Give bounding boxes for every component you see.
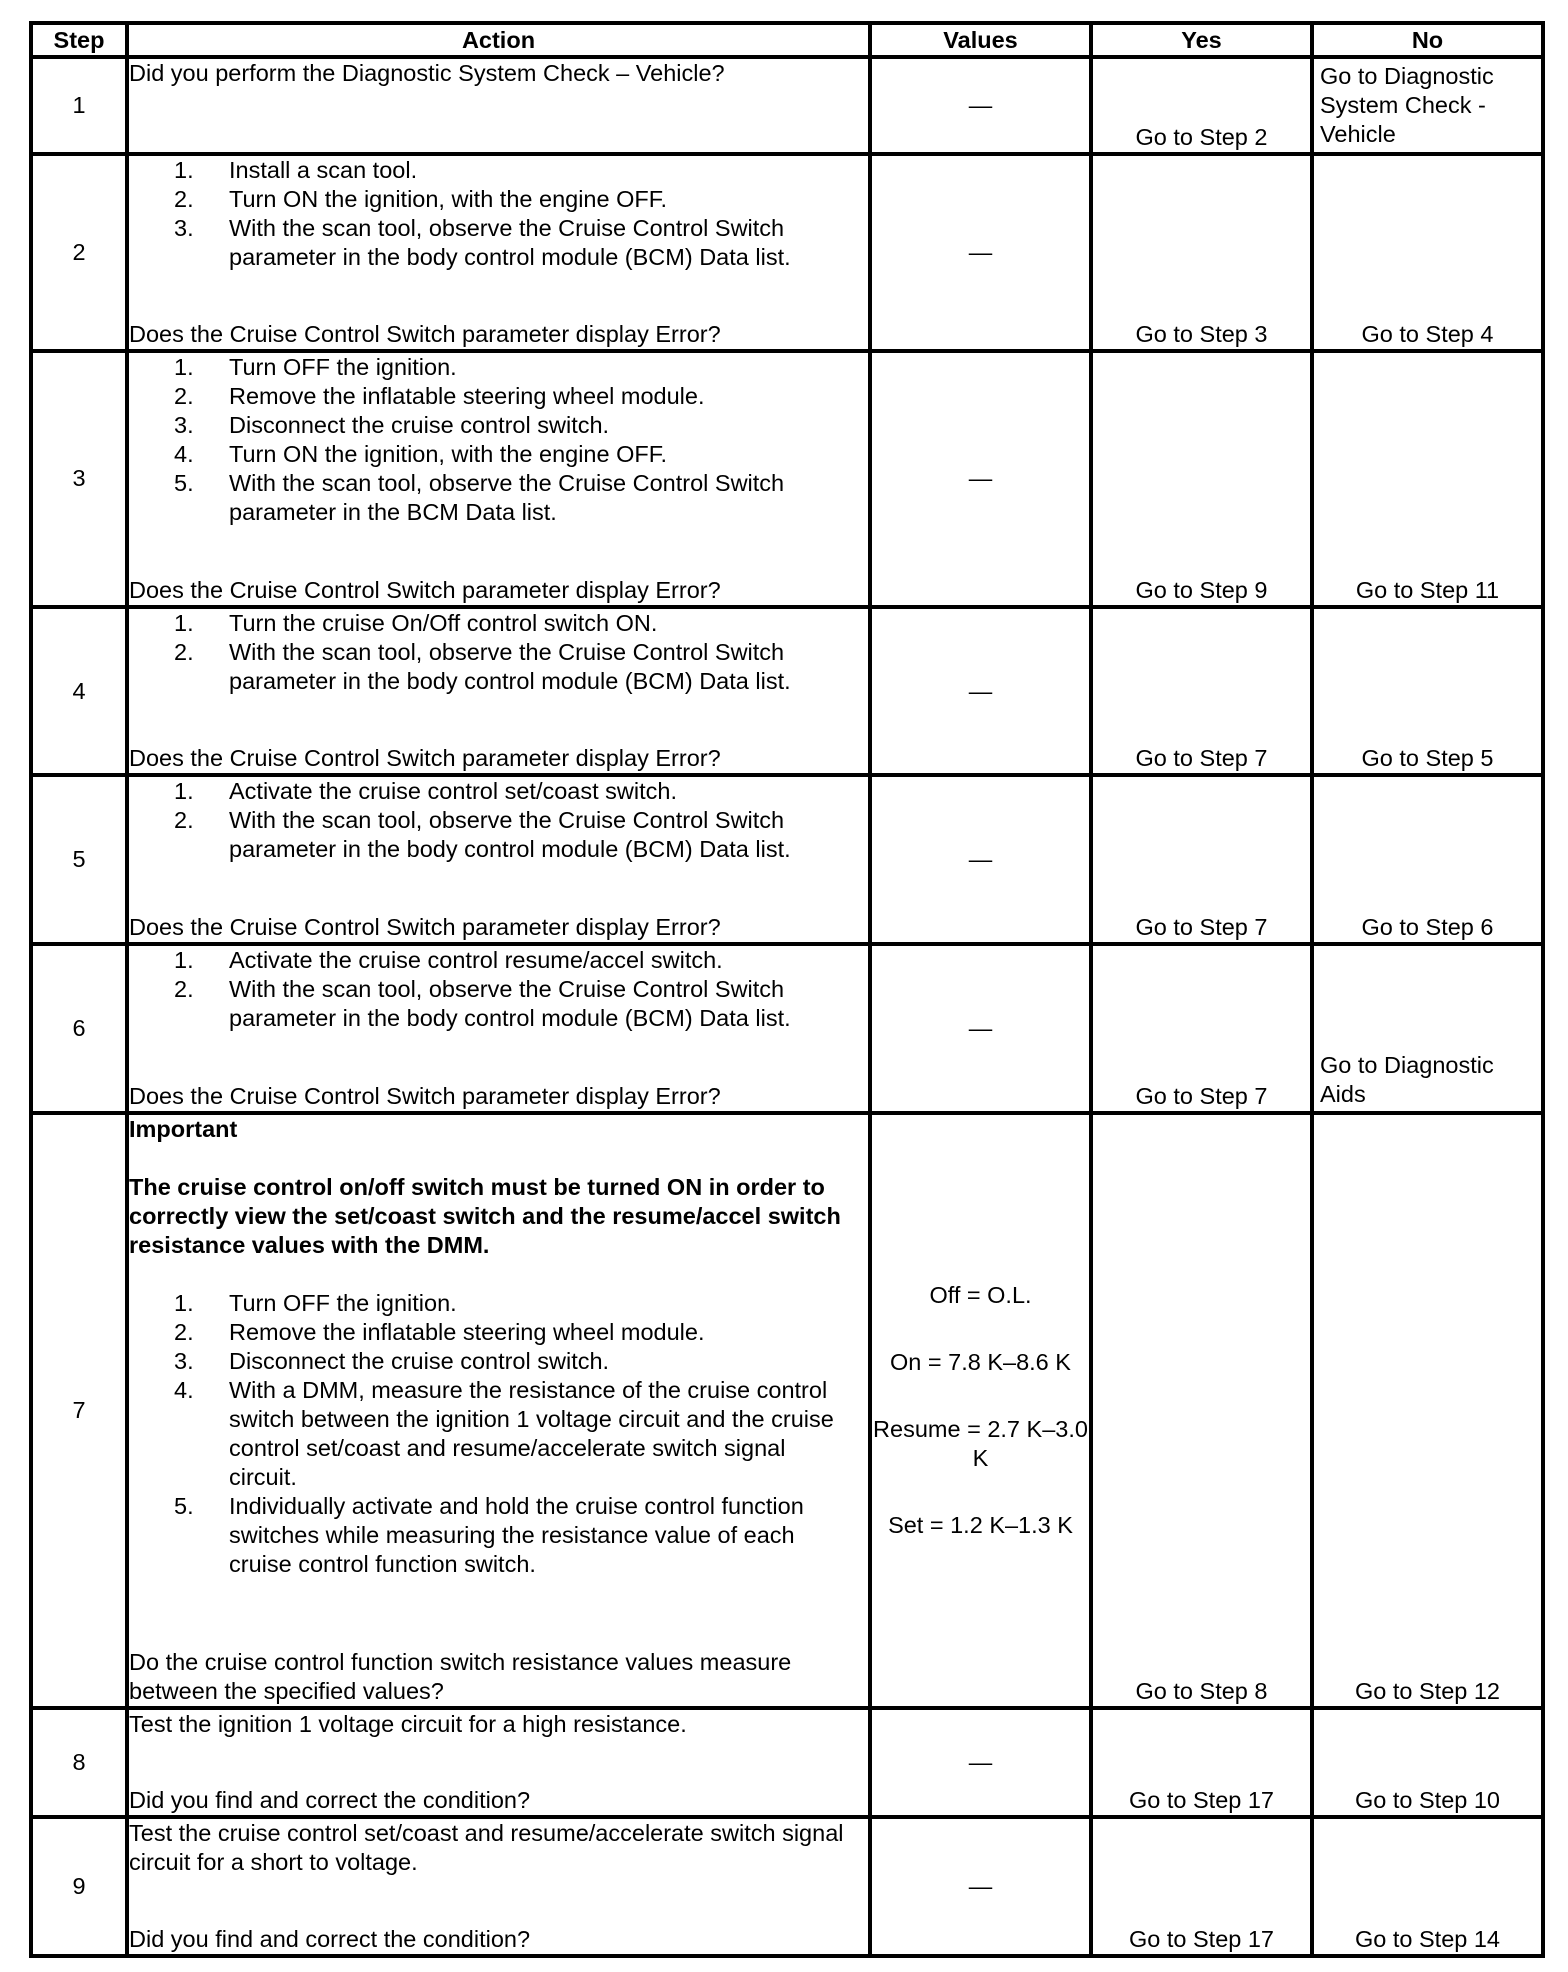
yes-cell: Go to Step 7: [1091, 944, 1312, 1113]
action-text: Test the cruise control set/coast and resume/accelerate switch signal circuit for a short to voltage.: [129, 1819, 844, 1875]
step-number: 6: [31, 944, 127, 1113]
list-item: 2. Remove the inflatable steering wheel module.: [174, 383, 705, 410]
table-row: [31, 351, 1543, 607]
question-text: Does the Cruise Control Switch parameter display Error?: [129, 321, 721, 348]
header-yes: Yes: [1091, 23, 1312, 57]
list-item: 2. Turn ON the ignition, with the engine OFF.: [174, 186, 668, 213]
list-item: 3. Disconnect the cruise control switch.: [174, 1347, 610, 1374]
question-text: Does the Cruise Control Switch parameter display Error?: [129, 914, 721, 940]
step-number: 9: [31, 1817, 127, 1956]
yes-cell: Go to Step 9: [1091, 351, 1312, 607]
yes-cell: Go to Step 8: [1091, 1113, 1312, 1708]
question-text: Did you find and correct the condition?: [129, 1786, 531, 1813]
action-cell: [127, 1708, 870, 1817]
table-row: [31, 775, 1543, 944]
list-item: 2. Remove the inflatable steering wheel module.: [174, 1318, 705, 1345]
no-cell: Go to Diagnostic Aids: [1312, 944, 1543, 1113]
action-cell: [127, 607, 870, 776]
procedure-list: [129, 1289, 868, 1579]
procedure-list: [129, 777, 868, 864]
list-item: 1. Activate the cruise control resume/accel switch.: [174, 947, 723, 973]
action-cell: [127, 351, 870, 607]
step-number: 5: [31, 775, 127, 944]
values-cell: —: [870, 607, 1091, 776]
list-item: 1. Activate the cruise control set/coast switch.: [174, 778, 677, 805]
header-step: Step: [31, 23, 127, 57]
diagnostic-table: [29, 21, 1545, 1958]
values-cell: —: [870, 1708, 1091, 1817]
table-row: [31, 1817, 1543, 1956]
list-item: 2. With the scan tool, observe the Cruise Control Switch parameter in the body control module (BCM) Data list.: [174, 976, 791, 1031]
table-row: [31, 944, 1543, 1113]
values-cell: [870, 1113, 1091, 1708]
list-item: 1. Turn OFF the ignition.: [174, 1289, 457, 1316]
yes-cell: Go to Step 17: [1091, 1708, 1312, 1817]
no-cell: Go to Step 12: [1312, 1113, 1543, 1708]
action-cell: [127, 775, 870, 944]
list-item: 3. Disconnect the cruise control switch.: [174, 412, 610, 439]
no-cell: Go to Step 14: [1312, 1817, 1543, 1956]
header-values: Values: [870, 23, 1091, 57]
table-row: [31, 1708, 1543, 1817]
no-cell: Go to Step 11: [1312, 351, 1543, 607]
list-item: 2. With the scan tool, observe the Cruise Control Switch parameter in the body control module (BCM) Data list.: [174, 638, 791, 694]
procedure-list: [129, 156, 868, 272]
no-cell: Go to Step 4: [1312, 154, 1543, 351]
yes-cell: Go to Step 7: [1091, 775, 1312, 944]
list-item: 3. With the scan tool, observe the Cruise Control Switch parameter in the body control module (BCM) Data list.: [174, 215, 791, 271]
values-cell: —: [870, 775, 1091, 944]
action-cell: [127, 154, 870, 351]
action-cell: [127, 1113, 870, 1708]
question-text: Did you find and correct the condition?: [129, 1926, 531, 1952]
question-text: Does the Cruise Control Switch parameter display Error?: [129, 745, 721, 772]
header-row: [31, 23, 1543, 57]
action-text: Test the ignition 1 voltage circuit for a high resistance.: [129, 1710, 687, 1737]
question-text: Does the Cruise Control Switch parameter display Error?: [129, 1082, 721, 1109]
table-row: [31, 607, 1543, 776]
step-number: 4: [31, 607, 127, 776]
value-on: On = 7.8 K–8.6 K: [890, 1348, 1071, 1375]
table-row: [31, 57, 1543, 154]
action-cell: [127, 944, 870, 1113]
header-no: No: [1312, 23, 1543, 57]
values-cell: —: [870, 57, 1091, 154]
yes-cell: Go to Step 7: [1091, 607, 1312, 776]
procedure-list: [129, 946, 868, 1033]
step-number: 7: [31, 1113, 127, 1708]
values-cell: —: [870, 154, 1091, 351]
list-item: 1. Install a scan tool.: [174, 157, 418, 184]
list-item: 1. Turn the cruise On/Off control switch ON.: [174, 609, 658, 636]
action-cell: [127, 1817, 870, 1956]
value-set: Set = 1.2 K–1.3 K: [888, 1511, 1073, 1538]
no-cell: Go to Step 6: [1312, 775, 1543, 944]
list-item: 5. With the scan tool, observe the Cruise Control Switch parameter in the BCM Data list.: [174, 470, 785, 526]
list-item: 2. With the scan tool, observe the Cruise Control Switch parameter in the body control module (BCM) Data list.: [174, 807, 791, 863]
yes-cell: Go to Step 17: [1091, 1817, 1312, 1956]
values-cell: —: [870, 1817, 1091, 1956]
important-note: The cruise control on/off switch must be turned ON in order to correctly view the set/coast switch and the resume/accel switch resistance values with the DMM.: [129, 1173, 841, 1258]
action-text: Did you perform the Diagnostic System Check – Vehicle?: [129, 60, 725, 87]
step-number: 1: [31, 57, 127, 154]
no-cell: Go to Diagnostic System Check - Vehicle: [1312, 57, 1543, 154]
step-number: 3: [31, 351, 127, 607]
action-cell: [127, 57, 870, 154]
value-off: Off = O.L.: [929, 1281, 1032, 1308]
yes-cell: Go to Step 2: [1091, 57, 1312, 154]
procedure-list: [129, 353, 868, 527]
question-text: Do the cruise control function switch resistance values measure between the specified values?: [129, 1648, 792, 1704]
value-resume: Resume = 2.7 K–3.0 K: [873, 1415, 1088, 1471]
no-cell: Go to Step 10: [1312, 1708, 1543, 1817]
list-item: 1. Turn OFF the ignition.: [174, 354, 457, 381]
list-item: 4. Turn ON the ignition, with the engine OFF.: [174, 441, 668, 468]
values-cell: —: [870, 351, 1091, 607]
header-action: Action: [127, 23, 870, 57]
important-heading: Important: [129, 1115, 238, 1142]
question-text: Does the Cruise Control Switch parameter display Error?: [129, 576, 721, 603]
no-cell: Go to Step 5: [1312, 607, 1543, 776]
table-row: [31, 1113, 1543, 1708]
step-number: 8: [31, 1708, 127, 1817]
procedure-list: [129, 609, 868, 696]
step-number: 2: [31, 154, 127, 351]
yes-cell: Go to Step 3: [1091, 154, 1312, 351]
list-item: 5. Individually activate and hold the cruise control function switches while measuring the resistance value of each cruise control function switch.: [174, 1492, 804, 1577]
table-row: [31, 154, 1543, 351]
list-item: 4. With a DMM, measure the resistance of the cruise control switch between the ignition 1 voltage circuit and the cruise control set/coast and resume/accelerate switch signal circuit.: [174, 1376, 834, 1490]
values-cell: —: [870, 944, 1091, 1113]
